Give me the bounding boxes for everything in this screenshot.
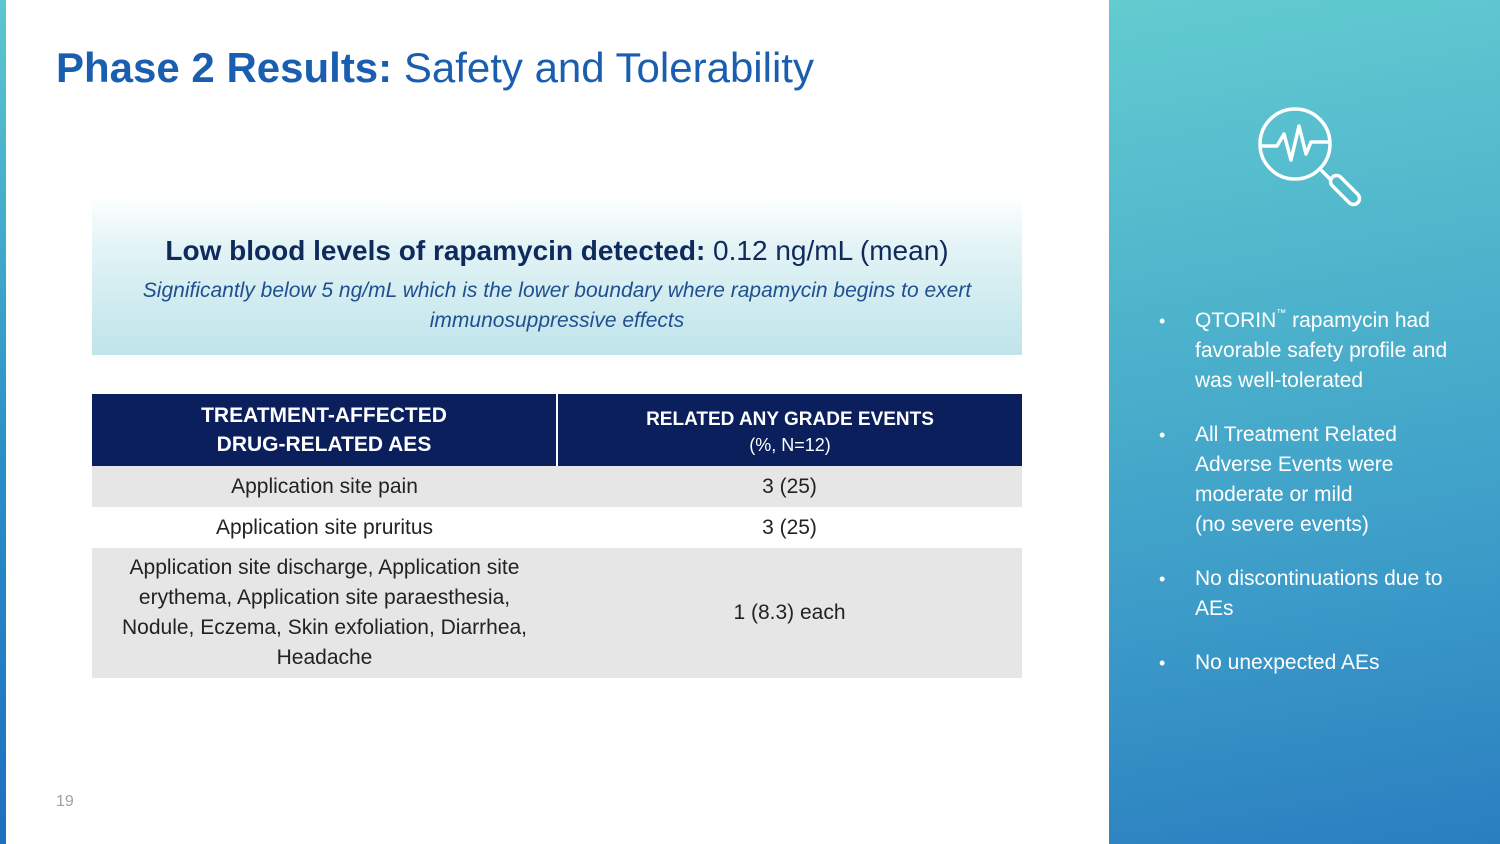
header-treatment-aes: [92, 394, 557, 466]
slide-title: [56, 42, 814, 94]
header-col1-line2: DRUG-RELATED AES: [216, 433, 432, 456]
slide-title-bold: Phase 2 Results:: [56, 44, 393, 91]
value-cell: 3 (25): [557, 507, 1022, 548]
event-cell: Application site discharge, Application site erythema, Application site paraesthesia, Nodule, Eczema, Skin exfoliation, Diarrhea, Headache: [92, 548, 557, 678]
page-number: 19: [56, 793, 74, 810]
key-takeaways-panel: [1109, 0, 1500, 844]
trademark-symbol: ™: [1276, 308, 1287, 319]
bullet-text: rapamycin had favorable safety profile and was well-tolerated: [1195, 309, 1448, 392]
heartbeat-magnifier-icon: [1255, 104, 1365, 214]
table-row: [92, 466, 1022, 507]
header-col2-unit: (%, N=12): [749, 434, 831, 455]
slide-title-rest: Safety and Tolerability: [392, 44, 814, 91]
table-header-row: [92, 394, 1022, 466]
header-related-events: [557, 394, 1022, 466]
bullet-dot: •: [1159, 311, 1166, 331]
list-item: [1159, 564, 1469, 624]
bullet-dot: •: [1159, 425, 1166, 445]
list-item: [1159, 306, 1469, 396]
bullet-dot: •: [1159, 569, 1166, 589]
bullet-text: No unexpected AEs: [1195, 651, 1380, 674]
table-row: [92, 507, 1022, 548]
adverse-events-table: [92, 394, 1022, 678]
header-col2-label: RELATED ANY GRADE EVENTS: [646, 408, 934, 430]
bullet-text: No discontinuations due to AEs: [1195, 567, 1443, 620]
bullet-text-line2: (no severe events): [1195, 513, 1369, 536]
left-accent-bar: [0, 0, 6, 844]
header-col1-line1: TREATMENT-AFFECTED: [201, 404, 447, 427]
callout-headline: [92, 234, 1022, 268]
callout-subtext: Significantly below 5 ng/mL which is the lower boundary where rapamycin begins to exert immunosuppressive effects: [142, 279, 972, 332]
bullet-text: All Treatment Related Adverse Events were moderate or mild: [1195, 423, 1397, 506]
bullet-dot: •: [1159, 653, 1166, 673]
list-item: [1159, 420, 1469, 540]
event-cell: Application site pain: [92, 466, 557, 507]
bullet-brand: QTORIN: [1195, 309, 1277, 332]
callout-headline-bold: Low blood levels of rapamycin detected:: [165, 235, 706, 266]
list-item: [1159, 648, 1469, 678]
value-cell: 1 (8.3) each: [557, 548, 1022, 678]
table-row: [92, 548, 1022, 678]
event-cell: Application site pruritus: [92, 507, 557, 548]
value-cell: 3 (25): [557, 466, 1022, 507]
takeaway-list: [1159, 306, 1469, 702]
callout-headline-value: 0.12 ng/mL (mean): [705, 235, 949, 266]
rapamycin-level-callout: [92, 196, 1022, 355]
